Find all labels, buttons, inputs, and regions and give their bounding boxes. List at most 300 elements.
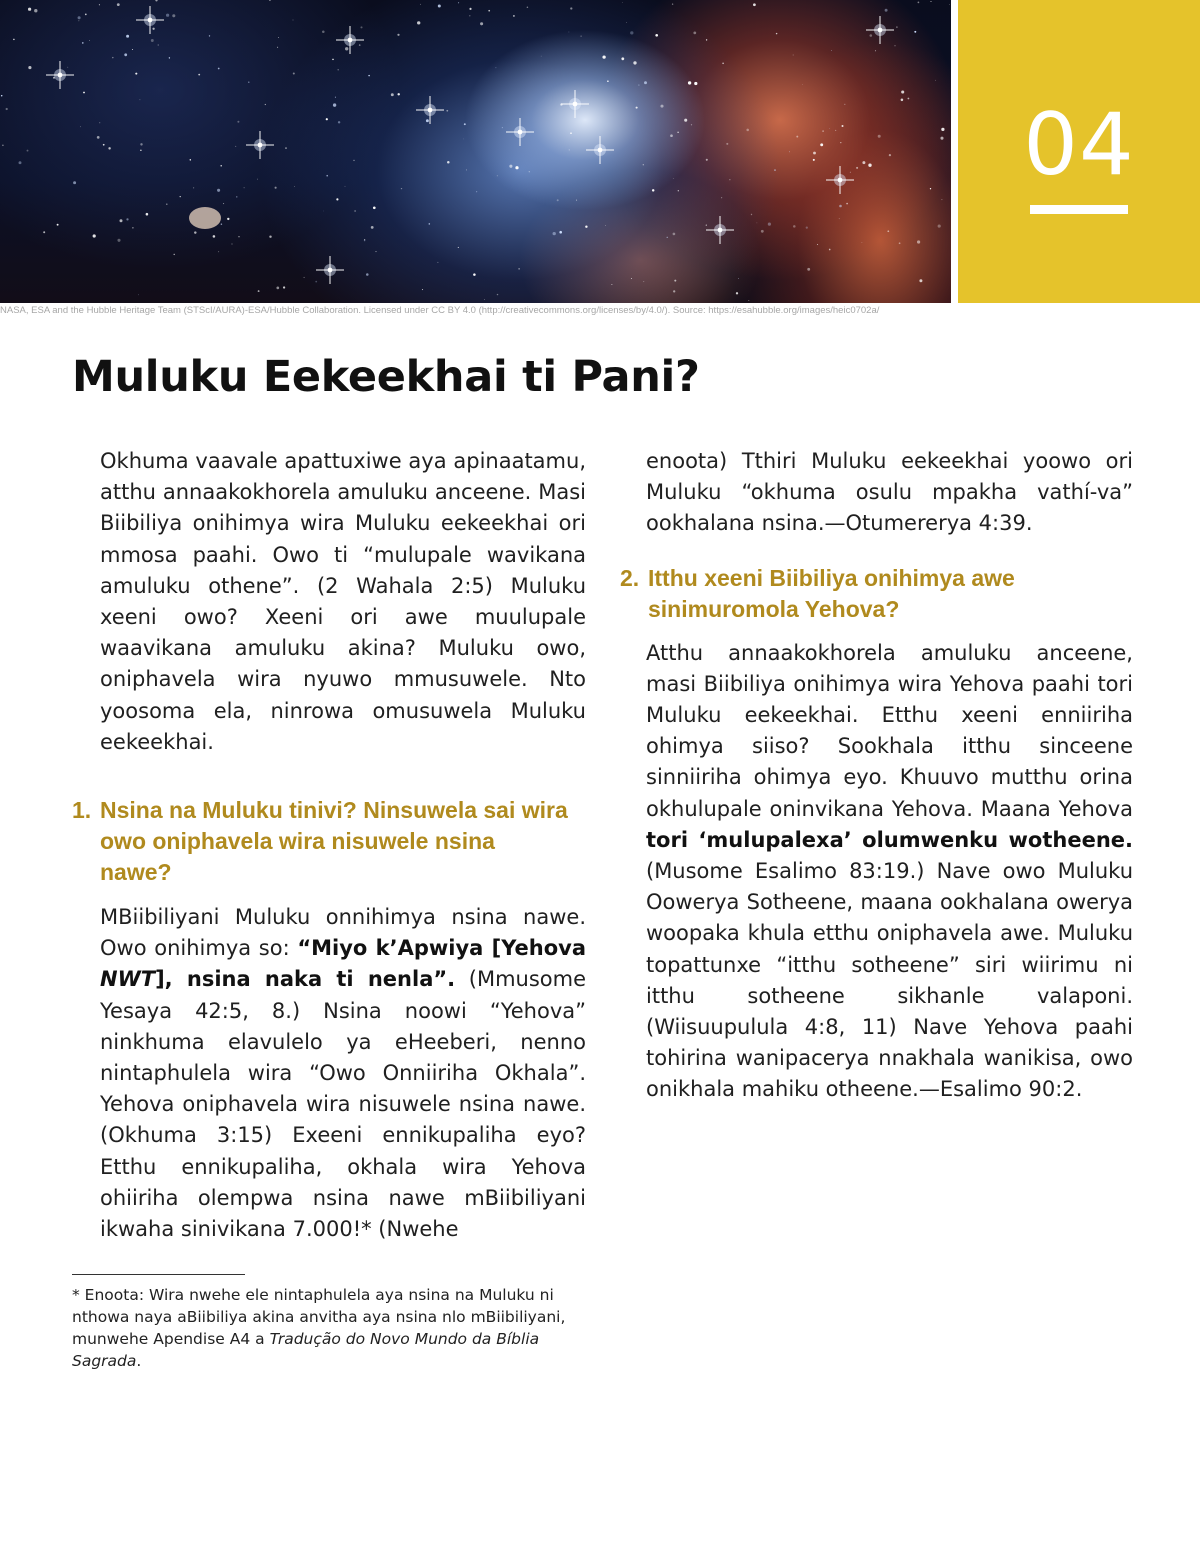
star xyxy=(706,159,708,161)
star xyxy=(636,107,638,109)
star xyxy=(638,85,639,86)
star xyxy=(473,273,476,276)
star xyxy=(672,3,673,4)
star xyxy=(839,205,842,208)
star xyxy=(373,206,376,209)
star xyxy=(896,26,898,28)
star xyxy=(236,196,237,197)
star xyxy=(248,82,249,83)
star xyxy=(753,3,756,6)
star xyxy=(941,199,942,200)
star xyxy=(293,72,295,74)
star xyxy=(748,300,749,301)
star xyxy=(80,126,81,127)
star xyxy=(258,290,260,292)
star xyxy=(269,235,271,237)
star xyxy=(607,80,609,82)
star xyxy=(13,39,15,41)
star xyxy=(180,196,181,197)
star xyxy=(684,119,687,122)
bright-star xyxy=(316,256,344,284)
star xyxy=(736,292,738,294)
star xyxy=(901,90,904,93)
star xyxy=(868,164,871,167)
star xyxy=(502,127,503,128)
star xyxy=(265,104,266,105)
lesson-number-underline xyxy=(1030,205,1128,214)
star xyxy=(919,279,922,282)
star xyxy=(218,68,220,70)
star xyxy=(2,144,4,146)
star xyxy=(878,135,881,138)
star xyxy=(238,236,239,237)
star xyxy=(209,35,210,36)
star xyxy=(856,167,858,169)
star xyxy=(73,181,76,184)
star xyxy=(401,188,402,189)
bright-star xyxy=(416,96,444,124)
star xyxy=(169,57,170,58)
star xyxy=(602,55,605,58)
right-column xyxy=(620,446,1133,1106)
question-2-text: Itthu xeeni Biibiliya onihimya awe sinimuromola Yehova? xyxy=(648,564,1015,622)
star xyxy=(726,143,728,145)
section-2-paragraph xyxy=(646,638,1133,1106)
question-2 xyxy=(620,563,1133,625)
star xyxy=(901,99,904,102)
star xyxy=(611,284,612,285)
star xyxy=(691,124,692,125)
star xyxy=(527,7,529,9)
star xyxy=(217,189,220,192)
star xyxy=(269,0,271,1)
star xyxy=(846,203,848,205)
question-1-number: 1. xyxy=(72,797,92,823)
star xyxy=(464,123,466,125)
star xyxy=(108,147,110,149)
star xyxy=(232,244,233,245)
star xyxy=(894,45,895,46)
star xyxy=(397,93,399,95)
star xyxy=(793,54,794,55)
star xyxy=(674,280,676,282)
bright-star xyxy=(561,90,589,118)
star xyxy=(796,136,798,138)
star xyxy=(626,22,627,23)
star xyxy=(722,63,724,65)
bright-star xyxy=(706,216,734,244)
section-2-text-a: Atthu annaakokhorela amuluku anceene, masi Biibiliya onihimya wira Yehova paahi tori Muluku eekeekhai. Etthu xeeni enniiriha ohimya siiso? Sookhala itthu sinceene sinniiriha ohimya eyo. Khuuvo mutthu orina okhulupale oninvikana Yehova. Maana Yehova xyxy=(646,640,1133,821)
section-1-body xyxy=(100,902,586,1245)
star xyxy=(820,143,823,146)
star xyxy=(678,190,679,191)
star xyxy=(283,286,285,288)
bright-star xyxy=(506,118,534,146)
star xyxy=(918,2,920,4)
star xyxy=(813,159,815,161)
star xyxy=(842,125,844,127)
star xyxy=(422,289,423,290)
star xyxy=(235,146,236,147)
star xyxy=(559,231,562,234)
star xyxy=(835,130,836,131)
star xyxy=(569,32,570,33)
section-2-text-b: (Musome Esalimo 83:19.) Nave owo Muluku Oowerya Sotheene, maana ookhalana owerya woopaka khula etthu oniphavela awe. Muluku topattunxe “itthu sotheene” siri wiirimu ni itthu sotheene sikhanle valaponi. (Wiisuupulula 4:8, 11) Nave Yehova paahi tohirina wanipacerya nnakhala wanikisa, owo onikhala mahiku otheene.—Esalimo 90:2. xyxy=(646,859,1133,1102)
star xyxy=(529,171,530,172)
star xyxy=(622,2,623,3)
star xyxy=(140,150,141,151)
star xyxy=(839,218,840,219)
star xyxy=(166,14,169,17)
star xyxy=(294,186,295,187)
star xyxy=(244,187,245,188)
bright-star xyxy=(136,6,164,34)
star xyxy=(82,42,84,44)
star xyxy=(673,178,674,179)
star xyxy=(670,134,673,137)
star xyxy=(633,61,636,64)
star xyxy=(78,20,79,21)
star xyxy=(6,108,8,110)
star xyxy=(67,67,68,68)
section-2-bold-quote: tori ‘mulupalexa’ olumwenku wotheene. xyxy=(646,827,1133,852)
star xyxy=(746,129,749,132)
star xyxy=(605,225,606,226)
star xyxy=(660,105,663,108)
star xyxy=(223,203,224,204)
star xyxy=(757,223,758,224)
question-2-number: 2. xyxy=(620,564,640,591)
star xyxy=(335,97,336,98)
star xyxy=(688,81,691,84)
star xyxy=(34,9,37,12)
footnote-text-b: . xyxy=(136,1352,142,1370)
star xyxy=(706,39,707,40)
star xyxy=(840,142,841,143)
star xyxy=(220,165,222,167)
star xyxy=(557,199,559,201)
star xyxy=(569,149,570,150)
star xyxy=(576,200,577,201)
star xyxy=(1,95,2,96)
star xyxy=(458,2,459,3)
star xyxy=(227,218,229,220)
star xyxy=(813,152,816,155)
star xyxy=(43,231,45,233)
bright-star xyxy=(336,26,364,54)
star xyxy=(364,240,365,241)
lesson-number: 04 xyxy=(1023,95,1135,195)
star xyxy=(120,219,123,222)
footnote-text-a: * Enoota: Wira nwehe ele nintaphulela aya nsina na Muluku ni nthowa naya aBiibiliya akina anvitha aya nsina nlo mBiibiliyani, munwehe Apendise A4 a xyxy=(72,1286,566,1348)
star xyxy=(721,197,722,198)
star xyxy=(513,15,515,17)
star xyxy=(484,299,485,300)
star xyxy=(949,4,950,5)
star xyxy=(829,128,830,129)
star xyxy=(585,225,587,227)
star xyxy=(257,179,258,180)
star xyxy=(631,278,632,279)
star xyxy=(931,1,932,2)
star xyxy=(889,154,891,156)
star xyxy=(333,103,336,106)
spiral-galaxy xyxy=(189,207,221,229)
star xyxy=(652,189,654,191)
star xyxy=(57,224,59,226)
star xyxy=(643,164,644,165)
star xyxy=(97,136,100,139)
star xyxy=(862,242,863,243)
star xyxy=(761,230,764,233)
star xyxy=(353,160,354,161)
star xyxy=(497,175,498,176)
star xyxy=(99,122,100,123)
star xyxy=(326,118,328,120)
yesaya-quote-b: ], nsina naka ti nenla”. xyxy=(155,967,456,992)
star xyxy=(173,254,174,255)
star xyxy=(315,281,317,283)
star xyxy=(158,44,159,45)
star xyxy=(807,268,810,271)
star xyxy=(447,161,450,164)
star xyxy=(907,98,909,100)
star xyxy=(829,249,831,251)
star xyxy=(368,75,369,76)
section-1-text-b: (Mmusome Yesaya 42:5, 8.) Nsina noowi “Yehova” ninkhuma elavulelo ya eHeeberi, nenno nintaphulela wira “Owo Onniiriha Okhala”. Yehova oniphavela wira nisuwele nsina nawe. (Okhuma 3:15) Exeeni ennikupaliha eyo? Etthu ennikupaliha, okhala wira Yehova ohiiriha olempwa nsina nawe mBiibiliyani ikwaha sinivikana 7.000!* (Nwehe xyxy=(100,967,586,1242)
star xyxy=(78,16,81,19)
star xyxy=(887,230,889,232)
star xyxy=(420,4,421,5)
star xyxy=(19,161,22,164)
star xyxy=(644,81,647,84)
star xyxy=(89,40,90,41)
star xyxy=(117,3,120,6)
star xyxy=(117,239,120,242)
star xyxy=(322,30,325,33)
footnote-divider xyxy=(72,1274,245,1275)
star xyxy=(146,213,149,216)
star xyxy=(332,59,334,61)
star xyxy=(518,268,519,269)
star xyxy=(480,22,483,25)
star xyxy=(776,33,777,34)
star xyxy=(515,166,518,169)
star xyxy=(237,121,239,123)
star xyxy=(93,234,96,237)
star xyxy=(138,294,139,295)
bright-star xyxy=(586,136,614,164)
star xyxy=(643,281,644,282)
bright-star xyxy=(826,166,854,194)
star xyxy=(139,99,140,100)
image-credit: NASA, ESA and the Hubble Heritage Team (STScI/AURA)-ESA/Hubble Collaboration. Licensed under CC BY 4.0 (http://creativecommons.org/licenses/by/4.0/). Source: https://esahubble.org/images/heic0702a/ xyxy=(0,305,880,316)
star xyxy=(166,203,167,204)
star xyxy=(293,20,294,21)
star xyxy=(509,165,512,168)
star xyxy=(345,47,348,50)
bright-star xyxy=(246,131,274,159)
star xyxy=(497,294,498,295)
star xyxy=(476,191,477,192)
question-1 xyxy=(72,795,572,888)
star xyxy=(276,287,279,290)
star xyxy=(152,28,154,30)
star xyxy=(213,235,216,238)
star xyxy=(140,143,142,145)
star xyxy=(285,147,286,148)
star xyxy=(132,49,133,50)
star xyxy=(469,8,471,10)
star xyxy=(729,179,730,180)
star xyxy=(354,210,356,212)
star xyxy=(677,132,678,133)
star xyxy=(126,35,129,38)
star xyxy=(694,82,697,85)
yesaya-quote-a: “Miyo k’Apwiya [Yehova xyxy=(297,936,586,961)
star xyxy=(768,223,771,226)
star xyxy=(738,278,739,279)
star xyxy=(570,132,572,134)
star xyxy=(172,14,175,17)
star xyxy=(831,50,832,51)
star xyxy=(126,218,128,220)
star xyxy=(488,10,490,12)
footnote xyxy=(72,1284,587,1372)
star xyxy=(850,172,851,173)
star xyxy=(124,53,127,56)
star xyxy=(135,73,137,75)
star xyxy=(417,21,420,24)
page-title: Muluku Eekeekhai ti Pani? xyxy=(72,352,700,402)
star xyxy=(218,251,219,252)
footnote-book-title: Tradução do Novo Mundo da Bíblia Sagrada xyxy=(72,1330,540,1370)
star xyxy=(469,15,470,16)
star xyxy=(806,227,808,229)
star xyxy=(899,242,901,244)
star xyxy=(360,26,362,28)
star xyxy=(338,121,340,123)
star xyxy=(789,151,790,152)
nwt-abbrev: NWT xyxy=(100,967,156,992)
star xyxy=(336,198,338,200)
star xyxy=(193,187,194,188)
lesson-number-tab xyxy=(958,0,1200,303)
star xyxy=(391,93,394,96)
star xyxy=(103,144,105,146)
star xyxy=(190,159,191,160)
star xyxy=(822,130,824,132)
star xyxy=(844,104,845,105)
star xyxy=(28,66,31,69)
star xyxy=(99,4,100,5)
star xyxy=(85,14,87,16)
intro-paragraph: Okhuma vaavale apattuxiwe aya apinaatamu, atthu annaakokhorela amuluku anceene. Masi Biibiliya onihimya wira Muluku eekeekhai ori mmosa paahi. Owo ti “mulupale wavikana amuluku othene”. (2 Wahala 2:5) Muluku xeeni owo? Xeeni ori awe muulupale waavikana amuluku akina? Muluku owo, oniphavela wira nyuwo mmusuwele. Nto yoosoma ela, ninrowa omusuwela Muluku eekeekhai. xyxy=(100,449,586,754)
star xyxy=(83,92,85,94)
star xyxy=(917,240,920,243)
star xyxy=(463,139,464,140)
star xyxy=(27,150,29,152)
star xyxy=(326,175,328,177)
star xyxy=(673,290,675,292)
section-1-text-a: MBiibiliyani Muluku onnihimya nsina nawe. Owo onihimya so: xyxy=(100,905,586,961)
star xyxy=(323,211,324,212)
section-1-paragraph xyxy=(100,902,586,1245)
star xyxy=(751,214,752,215)
star-field xyxy=(0,0,951,303)
star xyxy=(345,186,346,187)
star xyxy=(706,224,707,225)
star xyxy=(151,39,154,42)
star xyxy=(930,188,931,189)
star xyxy=(275,187,277,189)
star xyxy=(304,277,305,278)
star xyxy=(28,8,31,11)
section-1-continuation: enoota) Tthiri Muluku eekeekhai yoowo ori Muluku “okhuma osulu mpakha vathí-va” ookhalana nsina.—Otumererya 4:39. xyxy=(646,449,1133,536)
star xyxy=(198,74,200,76)
star xyxy=(194,231,196,233)
star xyxy=(375,251,376,252)
star xyxy=(870,34,873,37)
star xyxy=(337,69,338,70)
star xyxy=(366,273,369,276)
star xyxy=(673,233,676,236)
star xyxy=(277,47,278,48)
bright-star xyxy=(866,16,894,44)
star xyxy=(466,169,467,170)
star xyxy=(941,128,944,131)
star xyxy=(817,244,818,245)
star xyxy=(935,80,936,81)
star xyxy=(112,57,113,58)
star xyxy=(429,223,431,225)
star xyxy=(553,232,556,235)
star xyxy=(802,84,803,85)
star xyxy=(667,237,668,238)
hero-nebula-image xyxy=(0,0,951,303)
star xyxy=(774,169,775,170)
star xyxy=(621,57,624,60)
star xyxy=(438,5,441,8)
star xyxy=(397,34,399,36)
bright-star xyxy=(46,61,74,89)
star xyxy=(885,9,888,12)
star xyxy=(938,225,941,228)
star xyxy=(132,227,134,229)
star xyxy=(693,32,696,35)
star xyxy=(426,119,429,122)
star xyxy=(155,0,157,1)
star xyxy=(580,35,581,36)
left-column xyxy=(100,446,586,758)
star xyxy=(940,137,943,140)
star xyxy=(371,226,374,229)
star xyxy=(437,262,438,263)
star xyxy=(446,110,448,112)
star xyxy=(541,56,542,57)
star xyxy=(793,225,796,228)
star xyxy=(630,31,633,34)
star xyxy=(278,37,279,38)
star xyxy=(458,247,459,248)
star xyxy=(359,44,361,46)
star xyxy=(862,161,865,164)
footnote-text xyxy=(72,1284,587,1372)
star xyxy=(495,67,496,68)
star xyxy=(655,34,658,37)
star xyxy=(570,7,572,9)
star xyxy=(221,223,222,224)
